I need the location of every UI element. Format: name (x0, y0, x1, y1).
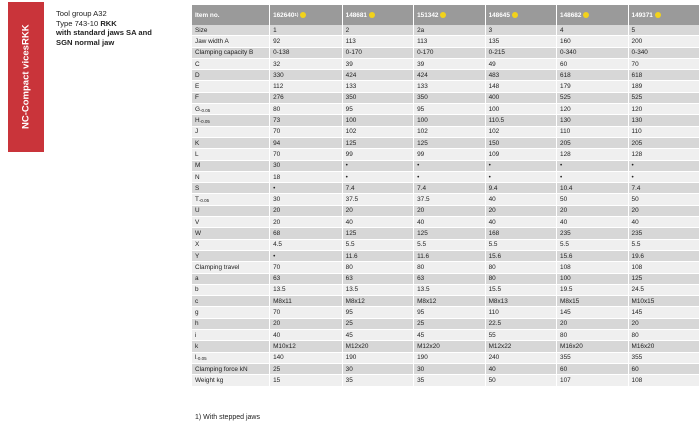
table-cell: • (628, 160, 699, 171)
table-cell: 40 (557, 217, 628, 228)
table-row (192, 296, 700, 307)
table-cell: 80 (628, 330, 699, 341)
table-cell: 70 (270, 126, 343, 137)
row-label: E (192, 81, 270, 92)
table-cell: 50 (628, 194, 699, 205)
item-number-header: 151342 (414, 5, 485, 25)
table-cell: 95 (342, 307, 413, 318)
table-cell: 525 (628, 92, 699, 103)
table-cell: M8x15 (557, 296, 628, 307)
side-tab-line1: NC-Compact vices (20, 45, 32, 130)
table-cell: 37.5 (414, 194, 485, 205)
table-cell: M8x11 (270, 296, 343, 307)
row-label: a (192, 273, 270, 284)
table-cell: 40 (342, 217, 413, 228)
table-cell: 140 (270, 352, 343, 363)
table-row (192, 160, 700, 171)
table-cell: 25 (270, 363, 343, 374)
table-cell: 125 (342, 228, 413, 239)
table-cell: 113 (414, 36, 485, 47)
table-cell: 40 (414, 217, 485, 228)
table-cell: 19.6 (628, 250, 699, 261)
table-cell: 50 (485, 375, 556, 386)
row-label: c (192, 296, 270, 307)
table-cell: 7.4 (342, 183, 413, 194)
table-cell: 39 (342, 58, 413, 69)
table-cell: 7.4 (414, 183, 485, 194)
table-cell: 15.5 (485, 284, 556, 295)
row-label: S (192, 183, 270, 194)
table-row (192, 137, 700, 148)
table-cell: 80 (414, 262, 485, 273)
table-row (192, 239, 700, 250)
table-row (192, 149, 700, 160)
table-row (192, 228, 700, 239)
table-cell: 350 (342, 92, 413, 103)
table-cell: 235 (557, 228, 628, 239)
table-cell: 110 (557, 126, 628, 137)
table-cell: 70 (628, 58, 699, 69)
row-label: i (192, 330, 270, 341)
header-line2-prefix: Type 743-10 (56, 18, 101, 28)
table-row (192, 284, 700, 295)
table-cell: 99 (342, 149, 413, 160)
table-cell: • (342, 160, 413, 171)
table-cell: 40 (628, 217, 699, 228)
table-cell: 20 (270, 217, 343, 228)
table-cell: 40 (485, 194, 556, 205)
row-label: Jaw width A (192, 36, 270, 47)
table-cell: M8x13 (485, 296, 556, 307)
table-cell: 110.5 (485, 115, 556, 126)
table-cell: 120 (628, 104, 699, 115)
table-cell: 70 (270, 149, 343, 160)
table-cell: 30 (270, 160, 343, 171)
table-cell: 107 (557, 375, 628, 386)
table-cell: 4 (557, 25, 628, 36)
spec-table (192, 5, 700, 387)
table-cell: 113 (342, 36, 413, 47)
table-cell: 3 (485, 25, 556, 36)
table-cell: 20 (485, 205, 556, 216)
table-cell: 108 (557, 262, 628, 273)
availability-dot-icon (440, 12, 446, 18)
row-label: h (192, 318, 270, 329)
row-label: C (192, 58, 270, 69)
table-cell: 80 (342, 262, 413, 273)
table-cell: 20 (270, 318, 343, 329)
table-cell: • (628, 171, 699, 182)
table-row (192, 250, 700, 261)
table-row (192, 104, 700, 115)
row-label: K (192, 137, 270, 148)
side-tab-label (8, 2, 44, 152)
table-cell: 30 (414, 363, 485, 374)
table-cell: 128 (557, 149, 628, 160)
table-cell: 49 (485, 58, 556, 69)
row-label: Weight kg (192, 375, 270, 386)
table-row (192, 171, 700, 182)
table-cell: 20 (628, 205, 699, 216)
table-cell: 10.4 (557, 183, 628, 194)
availability-dot-icon (655, 12, 661, 18)
header-line2 (56, 19, 186, 29)
item-number-header: 149371 (628, 5, 699, 25)
table-cell: 0-170 (342, 47, 413, 58)
header-line4: SGN normal jaw (56, 37, 115, 47)
table-row (192, 126, 700, 137)
table-cell: 18 (270, 171, 343, 182)
table-row (192, 81, 700, 92)
table-cell: 73 (270, 115, 343, 126)
row-label: X (192, 239, 270, 250)
table-cell: 133 (342, 81, 413, 92)
row-label: M (192, 160, 270, 171)
table-cell: 240 (485, 352, 556, 363)
table-cell: 330 (270, 70, 343, 81)
table-cell: • (485, 171, 556, 182)
table-cell: 63 (342, 273, 413, 284)
table-cell: 618 (628, 70, 699, 81)
row-label: Clamping capacity B (192, 47, 270, 58)
table-cell: 0-170 (414, 47, 485, 58)
table-cell: 45 (414, 330, 485, 341)
table-cell: 70 (270, 307, 343, 318)
table-row (192, 36, 700, 47)
table-row (192, 330, 700, 341)
table-cell: 32 (270, 58, 343, 69)
table-cell: M10x12 (270, 341, 343, 352)
table-cell: 168 (485, 228, 556, 239)
table-cell: 11.6 (342, 250, 413, 261)
row-label: F (192, 92, 270, 103)
table-cell: 102 (485, 126, 556, 137)
row-label: H-0.05 (192, 115, 270, 126)
table-cell: • (414, 171, 485, 182)
table-cell: 20 (557, 318, 628, 329)
table-cell: 5.5 (628, 239, 699, 250)
table-cell: 70 (270, 262, 343, 273)
table-row (192, 217, 700, 228)
table-row (192, 352, 700, 363)
row-label: L (192, 149, 270, 160)
side-tab (0, 0, 44, 431)
table-cell: 100 (342, 115, 413, 126)
table-row (192, 307, 700, 318)
table-cell: 92 (270, 36, 343, 47)
table-cell: 148 (485, 81, 556, 92)
header-line3: with standard jaws SA and (56, 28, 152, 38)
side-tab-line2: RKK (20, 24, 32, 46)
table-cell: 80 (485, 273, 556, 284)
table-cell: 110 (628, 126, 699, 137)
availability-dot-icon (583, 12, 589, 18)
table-cell: 7.4 (628, 183, 699, 194)
table-cell: 235 (628, 228, 699, 239)
table-cell: 80 (485, 262, 556, 273)
table-cell: 145 (628, 307, 699, 318)
table-cell: 160 (557, 36, 628, 47)
table-cell: M16x20 (557, 341, 628, 352)
table-cell: 50 (557, 194, 628, 205)
table-cell: 15.6 (557, 250, 628, 261)
table-cell: 179 (557, 81, 628, 92)
table-cell: 80 (270, 104, 343, 115)
table-cell: 94 (270, 137, 343, 148)
row-label: G-0.05 (192, 104, 270, 115)
table-cell: 130 (557, 115, 628, 126)
table-cell: 2a (414, 25, 485, 36)
table-cell: 618 (557, 70, 628, 81)
table-cell: • (414, 160, 485, 171)
table-cell: M10x15 (628, 296, 699, 307)
table-cell: • (270, 250, 343, 261)
header-line1: Tool group A32 (56, 9, 107, 18)
table-row (192, 341, 700, 352)
table-cell: 39 (414, 58, 485, 69)
corner-header: Item no. (192, 5, 270, 25)
table-row (192, 25, 700, 36)
row-label: W (192, 228, 270, 239)
table-cell: 205 (628, 137, 699, 148)
table-cell: 19.5 (557, 284, 628, 295)
item-number-header: 148682 (557, 5, 628, 25)
table-row (192, 363, 700, 374)
row-label: g (192, 307, 270, 318)
table-cell: 276 (270, 92, 343, 103)
table-cell: 400 (485, 92, 556, 103)
table-cell: M8x12 (342, 296, 413, 307)
table-cell: 63 (270, 273, 343, 284)
table-row (192, 92, 700, 103)
table-cell: • (557, 160, 628, 171)
table-cell: 112 (270, 81, 343, 92)
table-cell: 40 (270, 330, 343, 341)
table-cell: 20 (270, 205, 343, 216)
table-cell: 20 (628, 318, 699, 329)
table-cell: 1 (270, 25, 343, 36)
table-cell: 130 (628, 115, 699, 126)
table-cell: 424 (414, 70, 485, 81)
table-cell: 525 (557, 92, 628, 103)
table-cell: 0-340 (628, 47, 699, 58)
table-cell: 200 (628, 36, 699, 47)
table-cell: 133 (414, 81, 485, 92)
table-cell: 110 (485, 307, 556, 318)
table-cell: 102 (342, 126, 413, 137)
table-cell: 5.5 (414, 239, 485, 250)
table-cell: • (342, 171, 413, 182)
table-cell: 145 (557, 307, 628, 318)
table-cell: 102 (414, 126, 485, 137)
table-cell: 125 (342, 137, 413, 148)
footnote: 1) With stepped jaws (195, 414, 260, 421)
row-label: l-0.05 (192, 352, 270, 363)
table-cell: 125 (414, 137, 485, 148)
table-cell: 30 (342, 363, 413, 374)
table-cell: 4.5 (270, 239, 343, 250)
table-cell: 20 (414, 205, 485, 216)
table-cell: 60 (628, 363, 699, 374)
table-cell: 24.5 (628, 284, 699, 295)
table-cell: 355 (557, 352, 628, 363)
table-cell: 20 (557, 205, 628, 216)
header-line2-bold: RKK (100, 18, 117, 28)
table-cell: 205 (557, 137, 628, 148)
table-cell: 0-215 (485, 47, 556, 58)
table-cell: 109 (485, 149, 556, 160)
table-row (192, 262, 700, 273)
table-cell: 150 (485, 137, 556, 148)
table-cell: M12x20 (342, 341, 413, 352)
table-cell: 120 (557, 104, 628, 115)
row-label: J (192, 126, 270, 137)
row-label: N (192, 171, 270, 182)
table-cell: 13.5 (270, 284, 343, 295)
row-label: V (192, 217, 270, 228)
item-number-header: 148645 (485, 5, 556, 25)
table-cell: 128 (628, 149, 699, 160)
availability-dot-icon (512, 12, 518, 18)
table-cell: 68 (270, 228, 343, 239)
table-cell: 483 (485, 70, 556, 81)
table-row (192, 318, 700, 329)
item-number-header: 148681 (342, 5, 413, 25)
table-cell: • (270, 183, 343, 194)
table-cell: 30 (270, 194, 343, 205)
table-cell: 190 (342, 352, 413, 363)
table-cell: 9.4 (485, 183, 556, 194)
table-cell: • (485, 160, 556, 171)
table-cell: 15 (270, 375, 343, 386)
product-header (56, 9, 186, 47)
row-label: T-0.05 (192, 194, 270, 205)
availability-dot-icon (300, 12, 306, 18)
table-cell: 60 (557, 58, 628, 69)
table-cell: 37.5 (342, 194, 413, 205)
table-cell: 95 (414, 104, 485, 115)
table-cell: 5 (628, 25, 699, 36)
table-cell: M12x20 (414, 341, 485, 352)
row-label: Size (192, 25, 270, 36)
table-row (192, 70, 700, 81)
table-header-row (192, 5, 700, 25)
table-cell: 125 (414, 228, 485, 239)
table-cell: 55 (485, 330, 556, 341)
table-cell: 2 (342, 25, 413, 36)
row-label: Y (192, 250, 270, 261)
row-label: Clamping travel (192, 262, 270, 273)
table-cell: M12x22 (485, 341, 556, 352)
table-cell: 95 (414, 307, 485, 318)
table-cell: 60 (557, 363, 628, 374)
table-cell: 5.5 (485, 239, 556, 250)
table-cell: 100 (414, 115, 485, 126)
table-cell: 20 (342, 205, 413, 216)
table-row (192, 115, 700, 126)
table-cell: 25 (414, 318, 485, 329)
table-cell: 45 (342, 330, 413, 341)
table-cell: 95 (342, 104, 413, 115)
availability-dot-icon (369, 12, 375, 18)
table-row (192, 183, 700, 194)
table-row (192, 47, 700, 58)
table-cell: 5.5 (557, 239, 628, 250)
table-row (192, 205, 700, 216)
item-number-header: 162640$^{1)}$ (270, 5, 343, 25)
table-cell: 25 (342, 318, 413, 329)
table-cell: 108 (628, 375, 699, 386)
table-row (192, 273, 700, 284)
table-cell: 100 (485, 104, 556, 115)
table-cell: 189 (628, 81, 699, 92)
table-cell: 99 (414, 149, 485, 160)
table-cell: 135 (485, 36, 556, 47)
row-label: k (192, 341, 270, 352)
table-cell: 22.5 (485, 318, 556, 329)
table-cell: 350 (414, 92, 485, 103)
table-cell: • (557, 171, 628, 182)
row-label: U (192, 205, 270, 216)
table-cell: 63 (414, 273, 485, 284)
table-cell: 5.5 (342, 239, 413, 250)
table-cell: 11.6 (414, 250, 485, 261)
table-cell: 0-340 (557, 47, 628, 58)
table-cell: 80 (557, 330, 628, 341)
table-cell: M16x20 (628, 341, 699, 352)
row-label: Clamping force kN (192, 363, 270, 374)
table-row (192, 58, 700, 69)
table-row (192, 194, 700, 205)
table-cell: 40 (485, 217, 556, 228)
table-cell: 355 (628, 352, 699, 363)
table-cell: 125 (628, 273, 699, 284)
table-cell: 15.6 (485, 250, 556, 261)
row-label: b (192, 284, 270, 295)
table-cell: 35 (342, 375, 413, 386)
table-cell: 190 (414, 352, 485, 363)
table-cell: 0-138 (270, 47, 343, 58)
table-cell: 424 (342, 70, 413, 81)
row-label: D (192, 70, 270, 81)
table-cell: 35 (414, 375, 485, 386)
table-cell: 13.5 (414, 284, 485, 295)
table-cell: 13.5 (342, 284, 413, 295)
table-cell: 108 (628, 262, 699, 273)
table-cell: 100 (557, 273, 628, 284)
table-cell: M8x12 (414, 296, 485, 307)
table-row (192, 375, 700, 386)
table-cell: 40 (485, 363, 556, 374)
